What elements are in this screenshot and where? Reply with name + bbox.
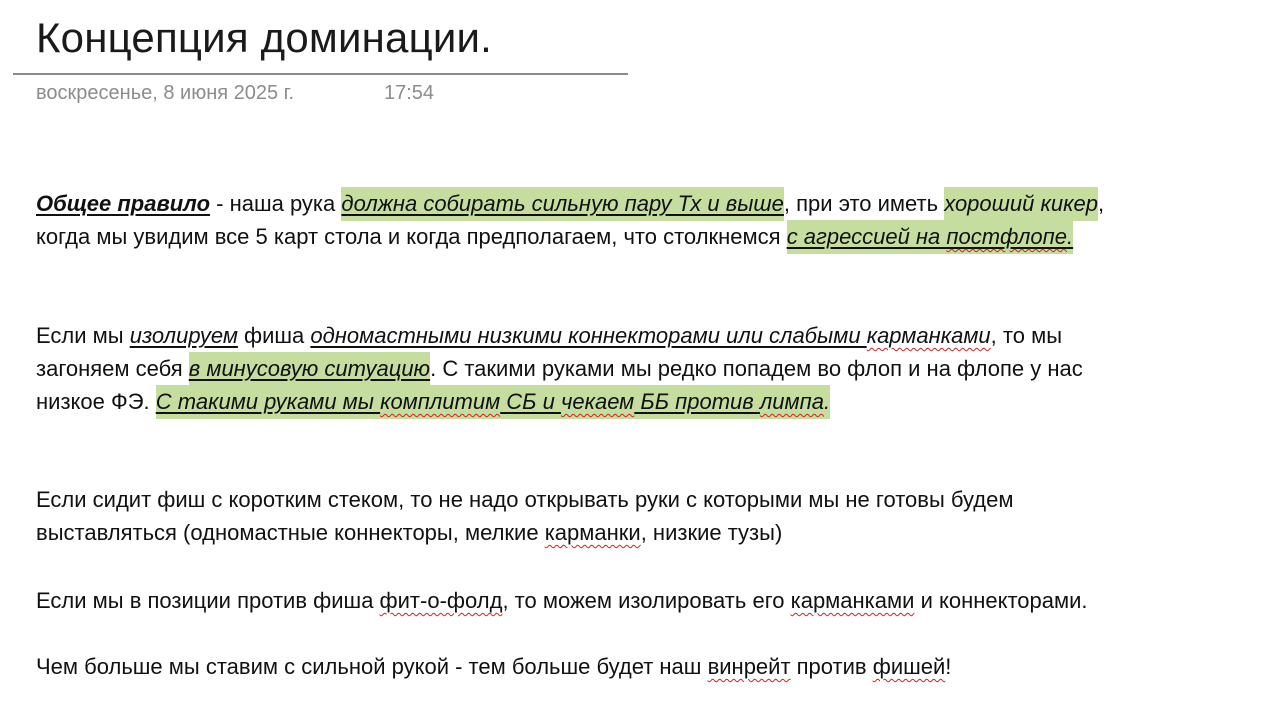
spellcheck-word[interactable]: фишей [872, 654, 946, 679]
text-run: , то можем изолировать его [502, 588, 791, 613]
paragraph-line [36, 187, 1251, 220]
spellcheck-word[interactable]: чекаем [560, 389, 635, 414]
paragraph-line [36, 319, 1251, 352]
spellcheck-word[interactable]: карманками [790, 588, 915, 613]
paragraph-short-stack[interactable] [36, 483, 1251, 549]
text-run: , [1097, 191, 1105, 216]
highlighted-text: в минусовую ситуацию [189, 352, 430, 386]
spellcheck-word[interactable]: постфлопе [946, 224, 1067, 249]
paragraph-line [36, 516, 1251, 549]
text-run: , при это иметь [783, 191, 945, 216]
spellcheck-word[interactable]: карманки [544, 520, 641, 545]
paragraph-winrate[interactable] [36, 650, 1251, 683]
highlighted-text: должна собирать сильную пару Тх и выше [341, 187, 784, 221]
text-run: СБ и [500, 389, 561, 414]
text-run: Чем больше мы ставим с сильной рукой - тем больше будет наш [36, 654, 708, 679]
emphasis-text: изолируем [129, 323, 238, 348]
note-time: 17:54 [384, 82, 435, 104]
text-run: . [1066, 224, 1074, 249]
rule-heading: Общее правило [36, 191, 211, 216]
text-run: , то мы [990, 323, 1063, 348]
title-divider [13, 73, 628, 75]
spellcheck-word[interactable]: комплитим [380, 389, 501, 414]
paragraph-isolation[interactable] [36, 319, 1251, 418]
paragraph-line [36, 385, 1251, 418]
text-run: ! [945, 654, 952, 679]
highlighted-text [787, 220, 1073, 254]
text-run: с агрессией на [786, 224, 947, 249]
text-run: низкое ФЭ. [36, 389, 156, 414]
spellcheck-word[interactable]: фит-о-фолд [379, 588, 503, 613]
text-run: . С такими руками мы редко попадем во флоп и на флопе у нас [430, 356, 1083, 381]
paragraph-line [36, 352, 1251, 385]
paragraph-line [36, 584, 1251, 617]
text-run: выставляться (одномастные коннекторы, мелкие [36, 520, 545, 545]
spellcheck-word[interactable]: винрейт [707, 654, 791, 679]
paragraph-line: Если сидит фиш с коротким стеком, то не надо открывать руки с которыми мы не готовы будем [36, 487, 1014, 512]
note-date: воскресенье, 8 июня 2025 г. [36, 82, 295, 104]
highlighted-text: хороший кикер [944, 187, 1098, 221]
paragraph-line [36, 220, 1251, 253]
text-run: Если мы в позиции против фиша [36, 588, 380, 613]
highlighted-text [156, 385, 830, 419]
text-run: загоняем себя [36, 356, 189, 381]
text-run: , низкие тузы) [640, 520, 783, 545]
text-run: . [823, 389, 831, 414]
text-run: фиша [237, 323, 311, 348]
paragraph-general-rule[interactable] [36, 187, 1251, 253]
text-run: С такими руками мы [155, 389, 381, 414]
spellcheck-word[interactable]: карманками [866, 323, 991, 348]
text-run: ББ против [634, 389, 760, 414]
text-run: - наша рука [210, 191, 342, 216]
text-run: когда мы увидим все 5 карт стола и когда предполагаем, что столкнемся [36, 224, 787, 249]
emphasis-text: одномастными низкими коннекторами или слабыми [310, 323, 867, 348]
spellcheck-word[interactable]: лимпа [759, 389, 824, 414]
text-run: против [790, 654, 873, 679]
page-title[interactable]: Концепция доминации. [36, 14, 493, 61]
text-run: Если мы [36, 323, 130, 348]
text-run: и коннекторами. [914, 588, 1088, 613]
paragraph-position[interactable] [36, 584, 1251, 617]
paragraph-line [36, 650, 1251, 683]
